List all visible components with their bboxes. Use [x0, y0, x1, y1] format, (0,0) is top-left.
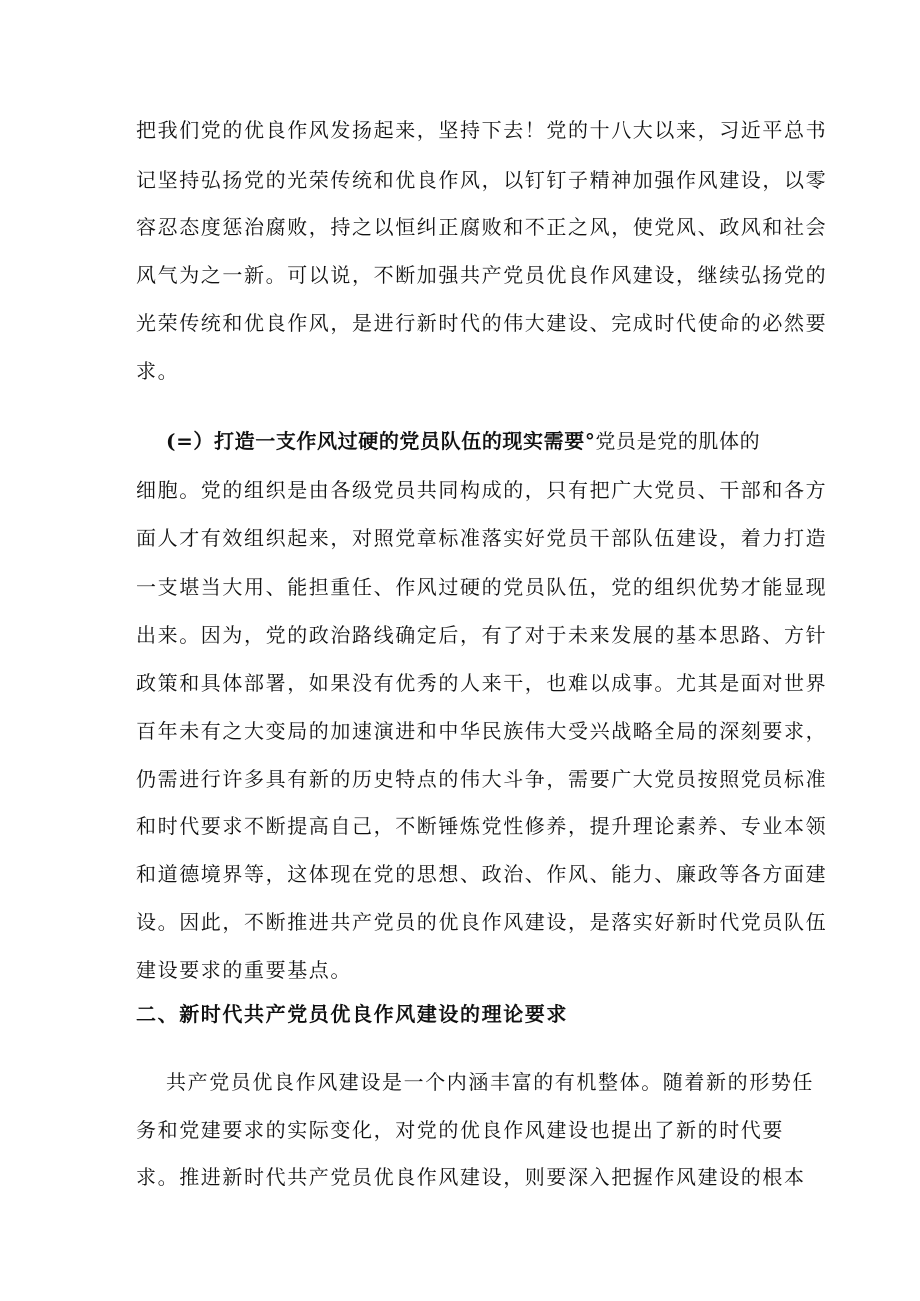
- paragraph1-line-4: 风气为之一新。可以说，不断加强共产党员优良作风建设，继续弘扬党的: [136, 263, 828, 287]
- paragraph3-line-2: 务和党建要求的实际变化，对党的优良作风建设也提出了新的时代要: [136, 1118, 784, 1142]
- paragraph2-line-3: 面人才有效组织起来，对照党章标准落实好党员干部队伍建设，着力打造: [136, 526, 828, 550]
- paragraph2-line-6: 政策和具体部署，如果没有优秀的人来干，也难以成事。尤其是面对世界: [136, 671, 828, 695]
- paragraph3-line-3: 求。推进新时代共产党员优良作风建设，则要深入把握作风建设的根本: [136, 1165, 806, 1189]
- paragraph2-line-8: 仍需进行许多具有新的历史特点的伟大斗争，需要广大党员按照党员标准: [136, 767, 828, 791]
- paragraph1-line-3: 容忍态度惩治腐败，持之以恒纠正腐败和不正之风，使党风、政风和社会: [136, 215, 828, 239]
- paragraph2-line-12: 建设要求的重要基点。: [136, 958, 352, 982]
- subsection-heading: (=）打造一支作风过硬的党员队伍的现实需要°: [166, 429, 596, 453]
- paragraph2-line-9: 和时代要求不断提高自己，不断锤炼党性修养，提升理论素养、专业本领: [136, 814, 828, 838]
- paragraph2-first-line: [166, 427, 786, 455]
- paragraph2-first-line-rest: 党员是党的肌体的: [595, 429, 761, 453]
- paragraph2-line-11: 设。因此，不断推进共产党员的优良作风建设，是落实好新时代党员队伍: [136, 910, 828, 934]
- paragraph1-line-1: 把我们党的优良作风发扬起来，坚持下去！党的十八大以来，习近平总书: [136, 118, 828, 142]
- paragraph1-line-2: 记坚持弘扬党的光荣传统和优良作风，以钉钉子精神加强作风建设，以零: [136, 168, 828, 192]
- paragraph2-line-2: 细胞。党的组织是由各级党员共同构成的，只有把广大党员、干部和各方: [136, 478, 828, 502]
- section-heading: 二、新时代共产党员优良作风建设的理论要求: [136, 1002, 568, 1026]
- paragraph3-line-1: 共产党员优良作风建设是一个内涵丰富的有机整体。随着新的形势任: [166, 1070, 814, 1094]
- paragraph2-line-10: 和道德境界等，这体现在党的思想、政治、作风、能力、廉政等各方面建: [136, 862, 828, 886]
- paragraph1-line-5: 光荣传统和优良作风，是进行新时代的伟大建设、完成时代使命的必然要: [136, 311, 828, 335]
- paragraph2-line-7: 百年未有之大变局的加速演进和中华民族伟大受兴战略全局的深刻要求，: [136, 719, 828, 743]
- paragraph1-line-6: 求。: [136, 359, 180, 383]
- paragraph2-line-4: 一支堪当大用、能担重任、作风过硬的党员队伍，党的组织优势才能显现: [136, 575, 828, 599]
- paragraph2-line-5: 出来。因为，党的政治路线确定后，有了对于未来发展的基本思路、方针: [136, 623, 828, 647]
